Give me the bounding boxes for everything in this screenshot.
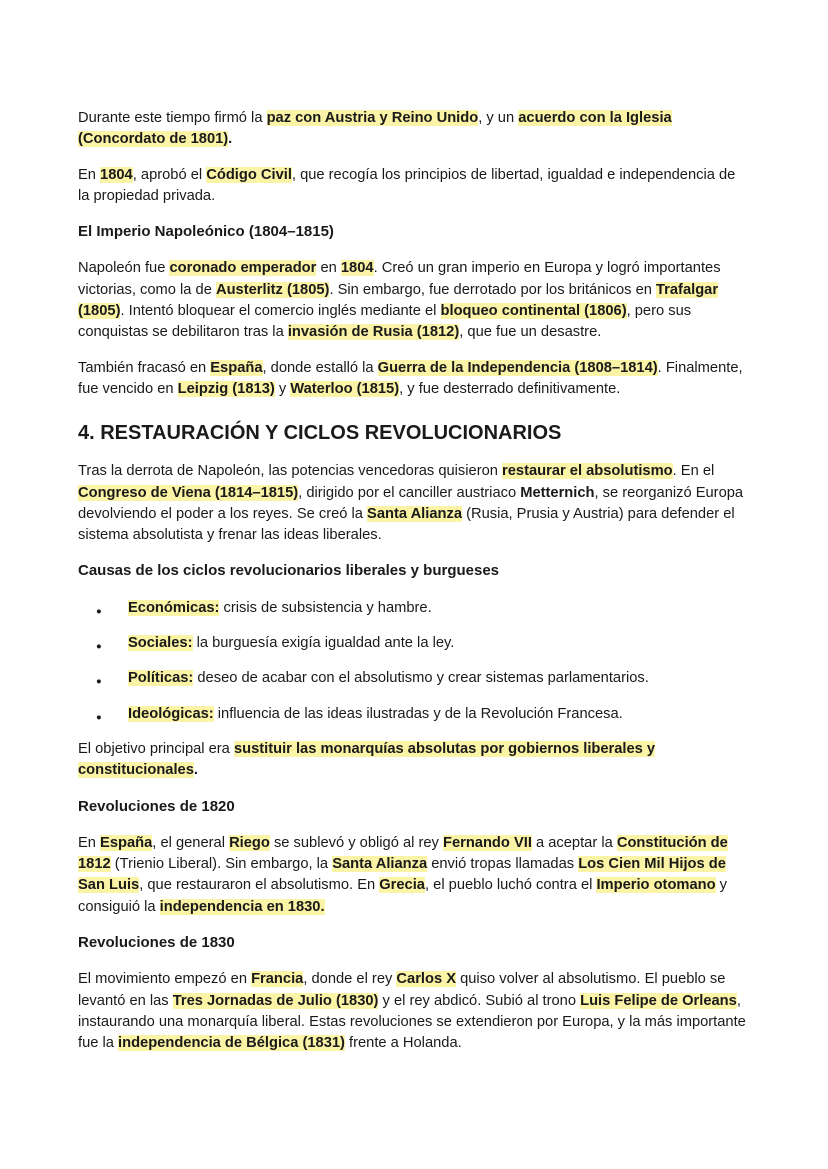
text-run: , pero sus conquistas se debilitaron tras la [78, 303, 692, 341]
text-run: . En el [672, 463, 715, 480]
text-run: Tras la derrota de Napoleón, las potencias vencedoras quisieron [78, 463, 503, 480]
text-run: envió tropas llamadas [427, 856, 579, 873]
list-item [78, 668, 750, 689]
list-item [78, 598, 750, 619]
highlighted-run: independencia de Bélgica (1831) [118, 1035, 345, 1052]
section-heading [78, 420, 750, 446]
paragraph [78, 833, 750, 918]
highlighted-run: Congreso de Viena (1814–1815) [78, 484, 299, 501]
subsection-heading [78, 221, 750, 242]
text-run: a aceptar la [531, 834, 617, 851]
highlighted-run: Constitución de 1812 [78, 834, 728, 873]
text-run: y consiguió la [78, 877, 728, 915]
text-run: (Trienio Liberal). Sin embargo, la [110, 856, 333, 873]
text-run: , donde el rey [303, 971, 397, 988]
paragraph [78, 461, 750, 546]
highlighted-run: paz con Austria y Reino Unido [266, 110, 479, 126]
paragraph [78, 108, 750, 151]
highlighted-run: Austerlitz (1805) [215, 281, 330, 298]
text-run: . Intentó bloquear el comercio inglés mediante el [120, 303, 441, 320]
text-run: , que recogía los principios de libertad, igualdad e independencia de la propiedad privada. [78, 166, 736, 204]
document-content [78, 108, 750, 1055]
text-run: , y fue desterrado definitivamente. [399, 380, 621, 397]
highlighted-run: Los Cien Mil Hijos de San Luis [78, 856, 726, 894]
subsection-heading [78, 932, 750, 953]
text-run: deseo de acabar con el absolutismo y crear sistemas parlamentarios. [193, 670, 649, 687]
text-run: y el rey abdicó. Subió al trono [378, 992, 581, 1009]
text-run: frente a Holanda. [344, 1035, 462, 1052]
highlighted-run: Guerra de la Independencia (1808–1814) [377, 359, 658, 376]
highlighted-run: bloqueo continental (1806) [440, 303, 627, 320]
paragraph [78, 739, 750, 782]
list-item [78, 633, 750, 654]
text-run: 4. RESTAURACIÓN Y CICLOS REVOLUCIONARIOS [78, 422, 562, 445]
highlighted-run: sustituir las monarquías absolutas por gobiernos liberales y constitucionales [78, 740, 656, 779]
bullet-list [78, 598, 750, 725]
highlighted-run: Grecia [379, 877, 425, 894]
highlighted-run: independencia en 1830. [159, 898, 325, 915]
list-item-text [128, 706, 623, 722]
paragraph [78, 165, 750, 208]
bold-run: Metternich [520, 484, 595, 501]
text-run: , que restauraron el absolutismo. En [139, 877, 380, 894]
paragraph [78, 258, 750, 343]
text-run: , dirigido por el canciller austriaco [298, 484, 521, 501]
text-run: en [316, 260, 341, 277]
highlighted-run: Sociales: [128, 635, 193, 652]
text-run: En [78, 166, 101, 183]
highlighted-run: España [210, 359, 263, 376]
highlighted-run: Fernando VII [442, 834, 532, 851]
text-run: , el pueblo luchó contra el [424, 877, 597, 894]
text-run: También fracasó en [78, 359, 211, 376]
bold-run: . [228, 131, 233, 148]
text-run: El objetivo principal era [78, 740, 234, 757]
highlighted-run: Tres Jornadas de Julio (1830) [172, 992, 379, 1009]
highlighted-run: Código Civil [206, 166, 292, 183]
highlighted-run: Leipzig (1813) [177, 380, 275, 397]
list-item [78, 704, 750, 725]
paragraph [78, 969, 750, 1054]
highlighted-run: 1804 [340, 260, 374, 277]
highlighted-run: coronado emperador [169, 260, 317, 277]
text-run: , se reorganizó Europa devolviendo el poder a los reyes. Se creó la [78, 484, 744, 522]
text-run: . Sin embargo, fue derrotado por los británicos en [329, 281, 657, 298]
text-run: la burguesía exigía igualdad ante la ley. [192, 635, 455, 652]
list-item-text [128, 600, 432, 616]
text-run: , que fue un desastre. [459, 324, 602, 341]
highlighted-run: acuerdo con la Iglesia (Concordato de 1801) [78, 110, 672, 148]
text-run: crisis de subsistencia y hambre. [219, 599, 432, 616]
text-run: El movimiento empezó en [78, 971, 252, 988]
highlighted-run: Trafalgar (1805) [78, 281, 719, 320]
highlighted-run: Riego [229, 834, 270, 851]
text-run: , instaurando una monarquía liberal. Estas revoluciones se extendieron por Europa, y la más importante fue la [78, 992, 746, 1052]
text-run: . Finalmente, fue vencido en [78, 359, 743, 397]
highlighted-run: 1804 [100, 166, 133, 183]
highlighted-run: España [100, 834, 153, 851]
highlighted-run: restaurar el absolutismo [502, 463, 673, 480]
text-run: En [78, 834, 101, 851]
text-run: , y un [478, 110, 519, 126]
text-run: Revoluciones de 1820 [78, 797, 235, 815]
bullet-icon: ● [96, 676, 102, 688]
highlighted-run: Ideológicas: [128, 705, 214, 722]
text-run: Revoluciones de 1830 [78, 934, 235, 952]
text-run: (Rusia, Prusia y Austria) para defender el sistema absolutista y frenar las ideas liberales. [78, 505, 735, 544]
text-run: El Imperio Napoleónico (1804–1815) [78, 223, 334, 241]
highlighted-run: Francia [251, 971, 304, 988]
text-run: Napoleón fue [78, 260, 170, 277]
text-run: , el general [152, 834, 230, 851]
highlighted-run: Económicas: [128, 599, 220, 616]
bold-run: . [193, 762, 198, 779]
subsection-heading [78, 796, 750, 817]
bullet-icon: ● [96, 605, 102, 617]
highlighted-run: Santa Alianza [367, 505, 462, 522]
text-run: quiso volver al absolutismo. El pueblo se levantó en las [78, 971, 726, 1009]
highlighted-run: Políticas: [128, 670, 194, 687]
paragraph [78, 358, 750, 401]
highlighted-run: Carlos X [396, 971, 457, 988]
list-item-text [128, 635, 454, 651]
bullet-icon: ● [96, 711, 102, 723]
text-run: se sublevó y obligó al rey [269, 834, 443, 851]
highlighted-run: invasión de Rusia (1812) [287, 324, 460, 341]
text-run: y [274, 380, 291, 397]
text-run: Durante este tiempo firmó la [78, 110, 267, 126]
text-run: , aprobó el [132, 166, 207, 183]
text-run: Causas de los ciclos revolucionarios liberales y burgueses [78, 562, 500, 580]
text-run: influencia de las ideas ilustradas y de la Revolución Francesa. [213, 705, 623, 722]
highlighted-run: Luis Felipe de Orleans [580, 992, 737, 1009]
highlighted-run: Waterloo (1815) [290, 380, 400, 397]
list-item-text [128, 670, 649, 686]
highlighted-run: Imperio otomano [596, 877, 716, 894]
subsection-heading [78, 560, 750, 581]
bullet-icon: ● [96, 641, 102, 653]
text-run: , donde estalló la [262, 359, 378, 376]
highlighted-run: Santa Alianza [332, 856, 428, 873]
text-run: . Creó un gran imperio en Europa y logró importantes victorias, como la de [78, 260, 721, 298]
